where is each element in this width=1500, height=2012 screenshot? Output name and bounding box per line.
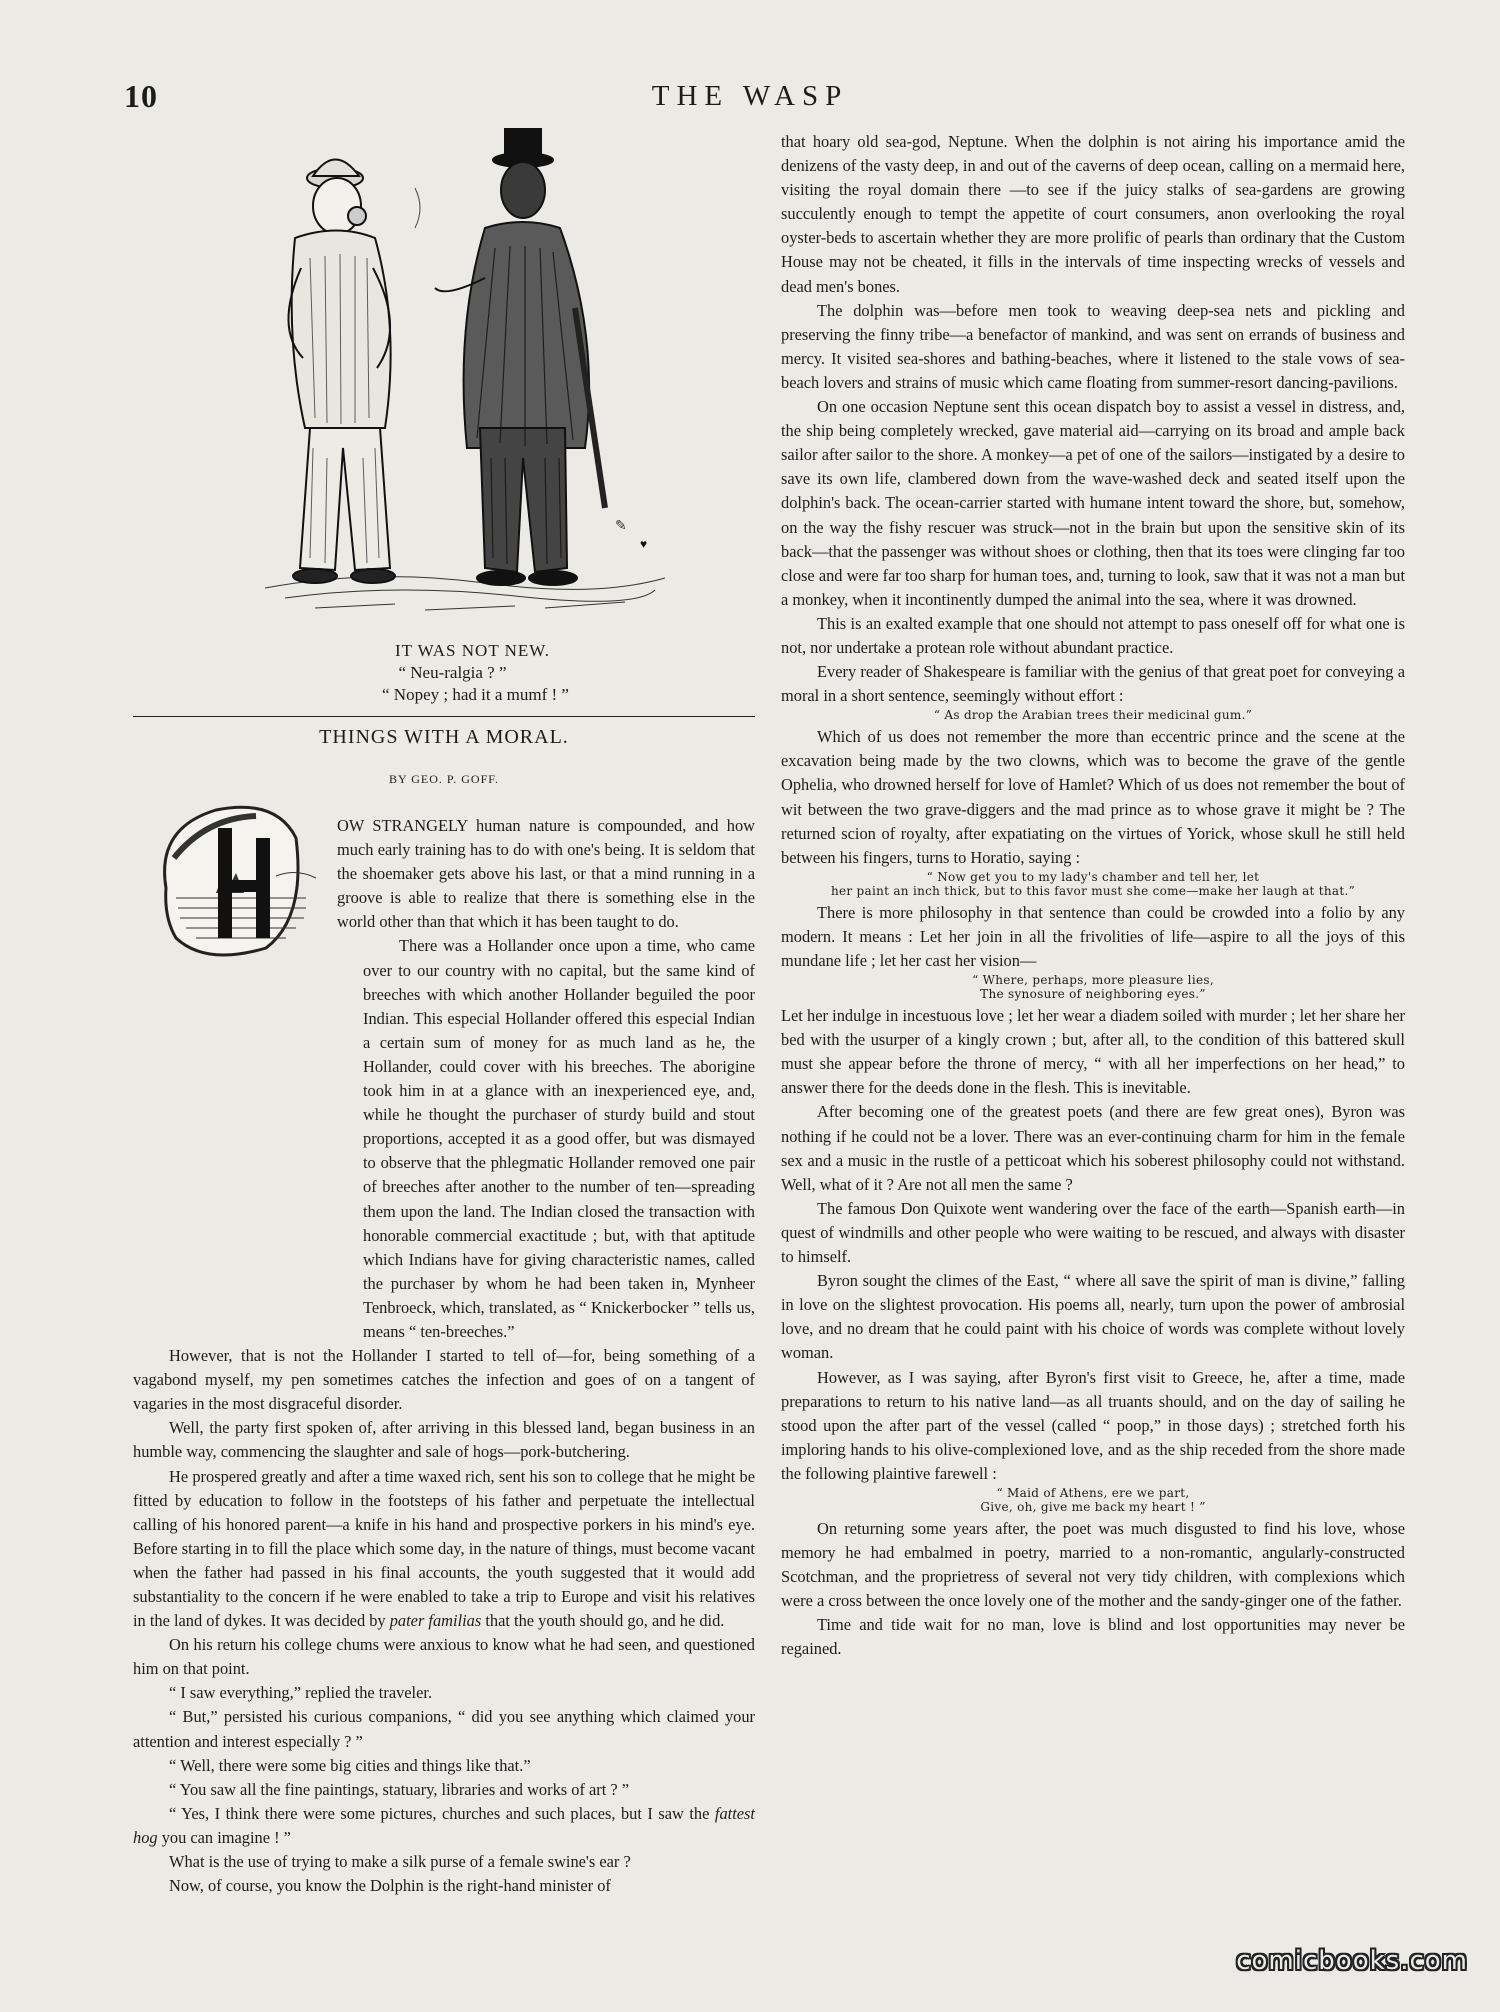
block-quote	[781, 973, 1405, 1001]
article-left-column	[133, 814, 755, 1898]
quote-line: “ Now get you to my lady's chamber and tell her, let	[926, 869, 1260, 884]
block-quote	[781, 708, 1405, 722]
section-divider	[133, 716, 755, 717]
watermark-logo: comicbooks.com	[1236, 1946, 1468, 1976]
paragraph: that hoary old sea-god, Neptune. When the dolphin is not airing his importance amid the denizens of the vasty deep, in and out of the caverns of deep ocean, calling on a mermaid here, visiting the royal domain there —to see if the juicy stalks of sea-gardens are growing succulently enough to tempt the appetite of court consumers, anon overlooking the royal oyster-beds to ascertain whether they are more prolific of pearls than ordinary that the Custom House may not be cheated, it fills in the intervals of time inspecting wrecks of vessels and dead men's bones.	[781, 132, 1405, 296]
paragraph: However, that is not the Hollander I started to tell of—for, being something of a vagabond myself, my pen sometimes catches the infection and goes of on a tangent of vagaries in the most disgraceful disorder.	[133, 1346, 755, 1414]
paragraph: “ But,” persisted his curious companions, “ did you see anything which claimed your attention and interest especially ? ”	[133, 1707, 755, 1751]
text-span: He prospered greatly and after a time waxed rich, sent his son to college that he might be fitted by education to follow in the footsteps of his father and perpetuate the intellectual calling of his honored parent—a knife in his hand and prospective porkers in his mind's eye. Before starting in to fill the place which some day, in the nature of things, must become vacant when the father had passed in his final accounts, the youth suggested that it would add substantiality to the concern if he were enabled to take a trip to Europe and visit his relatives in the land of dykes. It was decided by	[133, 1466, 755, 1631]
article-right-column	[781, 130, 1405, 1662]
quote-line: “ Maid of Athens, ere we part,	[996, 1485, 1190, 1500]
quote-line: “ Where, perhaps, more pleasure lies,	[972, 973, 1214, 988]
paragraph: After becoming one of the greatest poets (and there are few great ones), Byron was nothing if he could not be a lover. There was an ever-continuing charm for him in the female sex and a music in the rustle of a petticoat which his soberest philosophy could not withstand. Well, what of it ? Are not all men the same ?	[781, 1102, 1405, 1194]
quote-line: “ As drop the Arabian trees their medicinal gum.”	[933, 708, 1253, 723]
article-byline: BY GEO. P. GOFF.	[389, 772, 499, 786]
paragraph: Well, the party first spoken of, after arriving in this blessed land, began business in an humble way, commencing the slaughter and sale of hogs—pork-butchering.	[133, 1418, 755, 1462]
paragraph: Time and tide wait for no man, love is blind and lost opportunities may never be regained.	[781, 1615, 1405, 1659]
quote-line: Give, oh, give me back my heart ! ”	[980, 1499, 1206, 1514]
paragraph: There is more philosophy in that sentence than could be crowded into a folio by any modern. It means : Let her join in all the frivolities of life—aspire to all the joys of this mundane life ; let her cast her vision—	[781, 902, 1405, 970]
caption-line: “ Nopey ; had it a mumf ! ”	[382, 685, 569, 704]
article-title: THINGS WITH A MORAL.	[319, 726, 569, 748]
text-span: you can imagine ! ”	[161, 1827, 291, 1847]
quote-line: her paint an inch thick, but to this favor must she come—make her laugh at that.”	[830, 883, 1356, 898]
quote-line: The synosure of neighboring eyes.”	[980, 987, 1206, 1002]
cartoon-illustration	[255, 128, 675, 628]
paragraph: Every reader of Shakespeare is familiar with the genius of that great poet for conveying a moral in a short sentence, seemingly without effort :	[781, 662, 1405, 706]
paragraph: On one occasion Neptune sent this ocean dispatch boy to assist a vessel in distress, and, the ship being completely wrecked, gave material aid—carrying on its broad and ample back sailor after sailor to the shore. A monkey—a pet of one of the sailors—instigated by a desire to save its own life, clambered down from the wave-washed deck and seated itself upon the dolphin's back. The ocean-carrier started with humane intent toward the shore, but, somehow, on the way the fishy rescuer was struck—not in the brain but upon the sensitive skin of its back—that the passenger was without shoes or clothing, then that its toes were clinging far too close and were far too sharp for human toes, and, turning to look, saw that it was not a man but a monkey, when it incontinently dumped the animal into the sea, where it was drowned.	[781, 397, 1405, 609]
paragraph: Which of us does not remember the more than eccentric prince and the scene at the excavation being made by the two clowns, which was to become the grave of the gentle Ophelia, who drowned herself for love of Hamlet? Which of us does not remember the bout of wit between the two grave-diggers and the mad prince as to whose grave it might be ? The returned scion of royalty, after expatiating on the virtues of Yorick, whose skull he still held between his fingers, turns to Horatio, saying :	[781, 727, 1405, 867]
paragraph: This is an exalted example that one should not attempt to pass oneself off for what one is not, nor undertake a protean role without abundant practice.	[781, 613, 1405, 657]
text-span: “ Yes, I think there were some pictures, churches and such places, but I saw the	[169, 1803, 710, 1823]
paragraph: Byron sought the climes of the East, “ where all save the spirit of man is divine,” falling in love on the slightest provocation. His poems all, nearly, turn upon the power of ambrosial love, and no dream that he could paint with his choice of words was complete without lovely woman.	[781, 1271, 1405, 1363]
block-quote	[781, 870, 1405, 898]
paragraph: The dolphin was—before men took to weaving deep-sea nets and pickling and preserving the finny tribe—a benefactor of mankind, and was sent on errands of business and mercy. It visited sea-shores and bathing-beaches, where it listened to the stale vows of sea-beach lovers and strains of music which came floating from summer-resort dancing-pavilions.	[781, 300, 1405, 392]
paragraph: “ Well, there were some big cities and things like that.”	[169, 1755, 531, 1775]
page-number: 10	[124, 78, 158, 114]
paragraph: “ You saw all the fine paintings, statuary, libraries and works of art ? ”	[169, 1779, 630, 1799]
svg-text:♥: ♥	[640, 537, 648, 551]
caption-line: “ Neu-ralgia ? ”	[398, 663, 507, 682]
paragraph: “ I saw everything,” replied the traveler.	[169, 1683, 433, 1703]
paragraph: Now, of course, you know the Dolphin is the right-hand minister of	[169, 1876, 611, 1896]
paragraph: The famous Don Quixote went wandering over the face of the earth—Spanish earth—in quest of windmills and other people who were waiting to be rescued, and always with disaster to himself.	[781, 1198, 1405, 1267]
paragraph	[133, 1802, 755, 1850]
paragraph: However, as I was saying, after Byron's first visit to Greece, he, after a time, made preparations to return to his native land—as all truants should, and on the day of sailing he stood upon the after part of the vessel (called “ poop,” in those days) ; stretched forth his imploring hands to his olive-complexioned love, and as the ship receded from the shore made the following plaintive farewell :	[781, 1367, 1405, 1483]
paragraph: OW STRANGELY human nature is compounded, and how much early training has to do with one's being. It is seldom that the shoemaker gets above his last, or that a mind running in a groove is able to realize that there is something else in the world other than that which it has been taught to do.	[337, 816, 755, 932]
paragraph	[133, 1465, 755, 1634]
emphasis-text: pater familias	[389, 1611, 482, 1631]
masthead: THE WASP	[651, 80, 849, 112]
illustration-caption	[200, 640, 745, 706]
block-quote	[781, 1486, 1405, 1514]
paragraph: Let her indulge in incestuous love ; let her wear a diadem soiled with murder ; let her share her bed with the usurper of a kingly crown ; but, after all, to the condition of this battered skull must she appear before the throne of mercy, “ with all her imperfections on her head,” to answer there for the deeds done in the flesh. This is inevitable.	[781, 1006, 1405, 1098]
paragraph: On his return his college chums were anxious to know what he had seen, and questioned him on that point.	[133, 1635, 755, 1679]
emphasis-text: fattest hog	[133, 1803, 755, 1847]
paragraph: What is the use of trying to make a silk purse of a female swine's ear ?	[169, 1852, 631, 1872]
svg-text:✎: ✎	[615, 518, 627, 534]
text-span: that the youth should go, and he did.	[485, 1611, 725, 1631]
paragraph: There was a Hollander once upon a time, who came over to our country with no capital, but the same kind of breeches with which another Hollander beguiled the poor Indian. This especial Hollander offered this especial Indian a certain sum of money for as much land as he, the Hollander, could cover with his breeches. The aborigine took him in at a glance with an inexperienced eye, and, while he thought the purchaser of sturdy build and stout proportions, accepted it as a good offer, but was dismayed to observe that the phlegmatic Hollander removed one pair of breeches after another to the number of ten—spreading them upon the land. The Indian closed the transaction with honorable commercial exactitude ; but, with that aptitude which Indians have for giving characteristic names, called the purchaser by whom he had been taken in, Mynheer Tenbroeck, which, translated, as “ Knickerbocker ” tells us, means “ ten-breeches.”	[363, 936, 755, 1341]
paragraph: On returning some years after, the poet was much disgusted to find his love, whose memory he had embalmed in poetry, married to a non-romantic, angularly-constructed Scotchman, and the proprietress of several not very tidy children, with complexions which were a cross between the once lovely one of the mother and the sandy-ginger one of the father.	[781, 1518, 1405, 1611]
caption-title: IT WAS NOT NEW.	[394, 641, 551, 660]
